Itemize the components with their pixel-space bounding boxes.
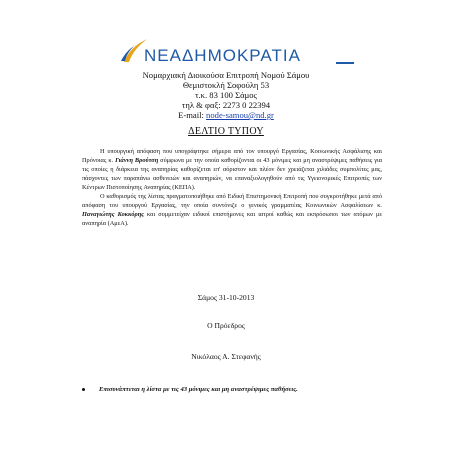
email-link[interactable]: node-samou@nd.gr (206, 110, 274, 120)
party-logo (118, 36, 358, 68)
paragraph-1 (82, 147, 382, 192)
paragraph-2 (82, 192, 382, 228)
paragraph-1-text-b: σύμφωνα με την οποία καθορίζονται οι 43 μόνιμες και μη αναστρέψιμες παθήσεις για τις οποίες η διάρκεια της αναπηρίας καθορίζεται επ' αόριστον και πλέον δεν χρειάζεται χιλιάδες συμπολίτες μας, πάσχοντες των παραπάνω ασθενειών και αναπηριών, να επαναξιολογηθούν από τις Υγειονομικές Επιτροπές των Κέντρων Πιστοποίησης Αναπηρίας (ΚΕΠΑ). (82, 157, 383, 191)
attachment-note (82, 386, 382, 393)
paragraph-2-text-a: Ο καθορισμός της λίστας πραγματοποιήθηκε από Ειδική Επιστημονική Επιτροπή που συγκροτήθηκε μετά από απόφαση του υπουργού Εργασίας, την οποία συντόνιζε ο γενικός γραμματέας Κοινωνικών Ασφαλίσεων κ. (82, 193, 382, 209)
secretary-name: Παναγιώτης Κοκκόρης (82, 211, 144, 218)
org-name: Νομαρχιακή Διοικούσα Επιτροπή Νομού Σάμου (142, 70, 310, 80)
letterhead (100, 70, 352, 120)
bullet-icon (82, 388, 85, 391)
org-postcode: τ.κ. 83 100 Σάμος (195, 90, 257, 100)
date-line: Σάμος 31-10-2013 (197, 293, 255, 302)
org-address: Θεμιστοκλή Σοφούλη 53 (182, 80, 270, 90)
org-phone-fax: τηλ & φαξ: 2273 0 22394 (181, 100, 271, 110)
signer-role: Ο Πρόεδρος (207, 321, 245, 330)
paragraph-1-text-a: Η υπουργική απόφαση που υπογράφτηκε σήμερα από τον υπουργό Εργασίας, Κοινωνικής Ασφάλισης και Πρόνοιας κ. (82, 148, 382, 164)
attachment-note-text: Επισυνάπτεται η λίστα με τις 43 μόνιμες και μη αναστρέψιμες παθήσεις. (99, 386, 298, 393)
org-email-line (100, 110, 352, 120)
email-label: E-mail: (178, 110, 207, 120)
signer-name: Νικόλαος Α. Στεφανής (191, 352, 261, 361)
document-title: ΔΕΛΤΙΟ ΤΥΠΟΥ (188, 126, 264, 137)
minister-name: Γιάννη Βρούτση (115, 157, 159, 164)
logo-underline (336, 62, 354, 64)
logo-text: ΝΕΑΔΗΜΟΚΡΑΤΙΑ (144, 46, 301, 65)
paragraph-2-text-b: και συμμετείχαν ειδικοί επιστήμονες και ιατροί καθώς και εκπρόσωποι των ατόμων με αναπηρία (ΑμεΑ). (82, 211, 382, 227)
press-release-body (82, 147, 382, 228)
